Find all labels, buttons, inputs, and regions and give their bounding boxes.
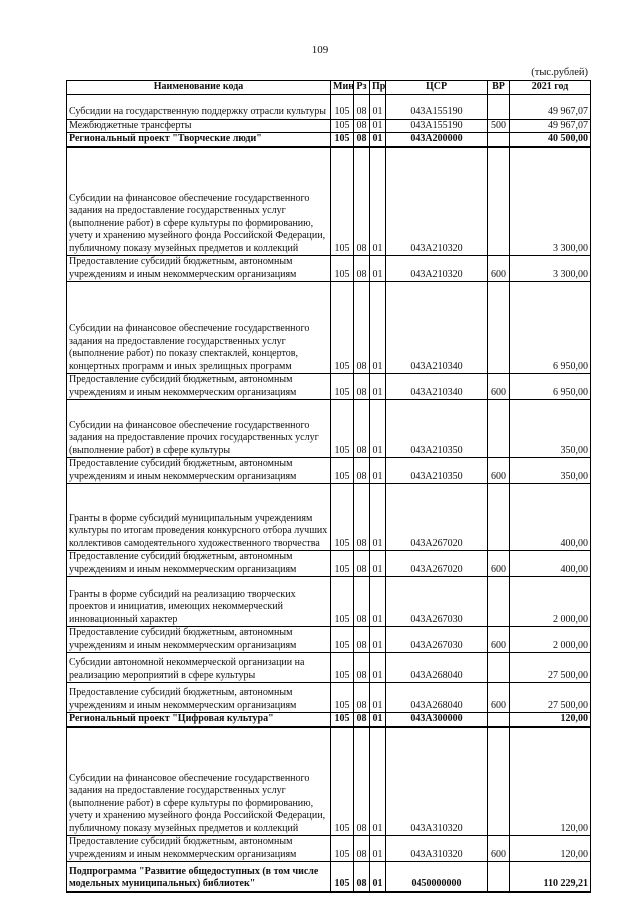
row-csr: 043A267030 [386,577,488,627]
row-rz: 08 [354,713,370,727]
row-csr: 043A310320 [386,836,488,862]
row-rz: 08 [354,400,370,458]
row-vr: 600 [488,836,510,862]
row-amount: 6 950,00 [510,282,591,374]
row-amount: 27 500,00 [510,683,591,713]
row-csr: 043A210320 [386,256,488,282]
table-row [67,458,591,484]
table-row [67,94,591,119]
table-row [67,119,591,133]
row-amount: 110 229,21 [510,862,591,892]
row-csr: 043A267020 [386,551,488,577]
table-row [67,577,591,627]
row-min: 105 [331,653,354,683]
row-pr: 01 [370,94,386,119]
table-row [67,551,591,577]
table-row [67,484,591,551]
row-pr: 01 [370,282,386,374]
row-pr: 01 [370,256,386,282]
row-min: 105 [331,94,354,119]
row-min: 105 [331,713,354,727]
row-rz: 08 [354,133,370,147]
row-name: Субсидии на финансовое обеспечение государственного задания на предоставление государственных услуг (выполнение работ) в сфере культуры по формированию, учету и хранению музейного фонда Российской Федерации, публичному показу музейных предметов и коллекций [67,727,331,836]
row-vr: 600 [488,627,510,653]
table-row [67,653,591,683]
table-row [67,133,591,147]
table-header-row [67,81,591,95]
row-rz: 08 [354,551,370,577]
row-min: 105 [331,551,354,577]
row-name: Субсидии на государственную поддержку отрасли культуры [67,94,331,119]
row-amount: 6 950,00 [510,374,591,400]
row-name: Предоставление субсидий бюджетным, автономным учреждениям и иным некоммерческим организациям [67,256,331,282]
row-amount: 350,00 [510,400,591,458]
row-csr: 043A268040 [386,653,488,683]
row-pr: 01 [370,862,386,892]
row-min: 105 [331,862,354,892]
row-vr: 600 [488,458,510,484]
row-csr: 043A310320 [386,727,488,836]
header-amount: 2021 год [510,81,591,95]
row-vr [488,400,510,458]
row-vr [488,713,510,727]
row-csr: 043A210320 [386,147,488,256]
units-label: (тыс.рублей) [531,67,588,78]
header-pr: Пр [370,81,386,95]
row-csr: 043A210340 [386,374,488,400]
row-vr [488,653,510,683]
row-rz: 08 [354,727,370,836]
row-amount: 400,00 [510,484,591,551]
row-pr: 01 [370,683,386,713]
row-vr: 600 [488,683,510,713]
row-rz: 08 [354,94,370,119]
row-name: Субсидии на финансовое обеспечение государственного задания на предоставление прочих государственных услуг (выполнение работ) в сфере культуры [67,400,331,458]
table-row [67,400,591,458]
row-amount: 3 300,00 [510,147,591,256]
row-pr: 01 [370,627,386,653]
row-amount: 350,00 [510,458,591,484]
table-body [67,94,591,892]
row-name: Гранты в форме субсидий муниципальным учреждениям культуры по итогам проведения конкурсного отбора лучших коллективов самодеятельного художественного творчества [67,484,331,551]
row-min: 105 [331,282,354,374]
row-vr: 600 [488,551,510,577]
row-pr: 01 [370,119,386,133]
row-name: Предоставление субсидий бюджетным, автономным учреждениям и иным некоммерческим организациям [67,374,331,400]
row-rz: 08 [354,458,370,484]
row-amount: 400,00 [510,551,591,577]
row-rz: 08 [354,282,370,374]
row-rz: 08 [354,577,370,627]
row-name: Предоставление субсидий бюджетным, автономным учреждениям и иным некоммерческим организациям [67,458,331,484]
row-min: 105 [331,627,354,653]
row-pr: 01 [370,458,386,484]
row-name: Предоставление субсидий бюджетным, автономным учреждениям и иным некоммерческим организациям [67,551,331,577]
row-rz: 08 [354,683,370,713]
row-name: Предоставление субсидий бюджетным, автономным учреждениям и иным некоммерческим организациям [67,836,331,862]
row-rz: 08 [354,862,370,892]
row-csr: 043A155190 [386,119,488,133]
table-row [67,683,591,713]
row-name: Региональный проект "Цифровая культура" [67,713,331,727]
row-min: 105 [331,133,354,147]
row-rz: 08 [354,119,370,133]
row-vr: 600 [488,256,510,282]
row-rz: 08 [354,147,370,256]
row-csr: 043A210340 [386,282,488,374]
row-pr: 01 [370,653,386,683]
budget-table [66,80,591,893]
table-row [67,374,591,400]
row-min: 105 [331,374,354,400]
row-csr: 043A210350 [386,400,488,458]
row-pr: 01 [370,836,386,862]
row-csr: 043A300000 [386,713,488,727]
table-row [67,282,591,374]
row-min: 105 [331,577,354,627]
row-vr [488,94,510,119]
table-row [67,862,591,892]
row-amount: 27 500,00 [510,653,591,683]
row-amount: 49 967,07 [510,94,591,119]
header-rz: Рз [354,81,370,95]
row-rz: 08 [354,256,370,282]
row-rz: 08 [354,627,370,653]
row-amount: 2 000,00 [510,627,591,653]
row-amount: 2 000,00 [510,577,591,627]
row-vr [488,282,510,374]
row-min: 105 [331,484,354,551]
row-csr: 043A268040 [386,683,488,713]
row-rz: 08 [354,484,370,551]
row-pr: 01 [370,147,386,256]
row-vr [488,727,510,836]
table-row [67,727,591,836]
row-pr: 01 [370,713,386,727]
row-min: 105 [331,119,354,133]
row-csr: 043A200000 [386,133,488,147]
table-row [67,836,591,862]
row-name: Подпрограмма "Развитие общедоступных (в том числе модельных муниципальных) библиотек" [67,862,331,892]
row-rz: 08 [354,374,370,400]
row-csr: 043A267020 [386,484,488,551]
row-min: 105 [331,458,354,484]
row-min: 105 [331,256,354,282]
row-name: Предоставление субсидий бюджетным, автономным учреждениям и иным некоммерческим организациям [67,683,331,713]
row-min: 105 [331,836,354,862]
row-vr: 500 [488,119,510,133]
row-pr: 01 [370,374,386,400]
row-vr [488,133,510,147]
row-pr: 01 [370,400,386,458]
header-min: Мин [331,81,354,95]
row-name: Предоставление субсидий бюджетным, автономным учреждениям и иным некоммерческим организациям [67,627,331,653]
header-name: Наименование кода [67,81,331,95]
row-name: Гранты в форме субсидий на реализацию творческих проектов и инициатив, имеющих некоммерческий инновационный характер [67,577,331,627]
row-csr: 0450000000 [386,862,488,892]
row-csr: 043A210350 [386,458,488,484]
row-name: Региональный проект "Творческие люди" [67,133,331,147]
row-pr: 01 [370,727,386,836]
row-vr [488,484,510,551]
row-pr: 01 [370,551,386,577]
page-number: 109 [311,44,329,56]
row-pr: 01 [370,484,386,551]
row-pr: 01 [370,577,386,627]
row-csr: 043A155190 [386,94,488,119]
header-csr: ЦСР [386,81,488,95]
row-name: Субсидии на финансовое обеспечение государственного задания на предоставление государственных услуг (выполнение работ) по показу спектаклей, концертов, концертных программ и иных зрелищных программ [67,282,331,374]
row-amount: 120,00 [510,836,591,862]
row-amount: 120,00 [510,727,591,836]
row-name: Субсидии на финансовое обеспечение государственного задания на предоставление государственных услуг (выполнение работ) в сфере культуры по формированию, учету и хранению музейного фонда Российской Федерации, публичному показу музейных предметов и коллекций [67,147,331,256]
row-min: 105 [331,683,354,713]
row-amount: 40 500,00 [510,133,591,147]
row-csr: 043A267030 [386,627,488,653]
row-vr [488,577,510,627]
table-row [67,256,591,282]
row-vr [488,862,510,892]
row-min: 105 [331,727,354,836]
row-vr [488,147,510,256]
table-row [67,627,591,653]
row-name: Субсидии автономной некоммерческой организации на реализацию мероприятий в сфере культуры [67,653,331,683]
row-min: 105 [331,400,354,458]
row-amount: 3 300,00 [510,256,591,282]
row-rz: 08 [354,836,370,862]
row-name: Межбюджетные трансферты [67,119,331,133]
header-vr: ВР [488,81,510,95]
table-row [67,147,591,256]
row-rz: 08 [354,653,370,683]
table-row [67,713,591,727]
row-min: 105 [331,147,354,256]
row-pr: 01 [370,133,386,147]
row-amount: 120,00 [510,713,591,727]
row-amount: 49 967,07 [510,119,591,133]
row-vr: 600 [488,374,510,400]
